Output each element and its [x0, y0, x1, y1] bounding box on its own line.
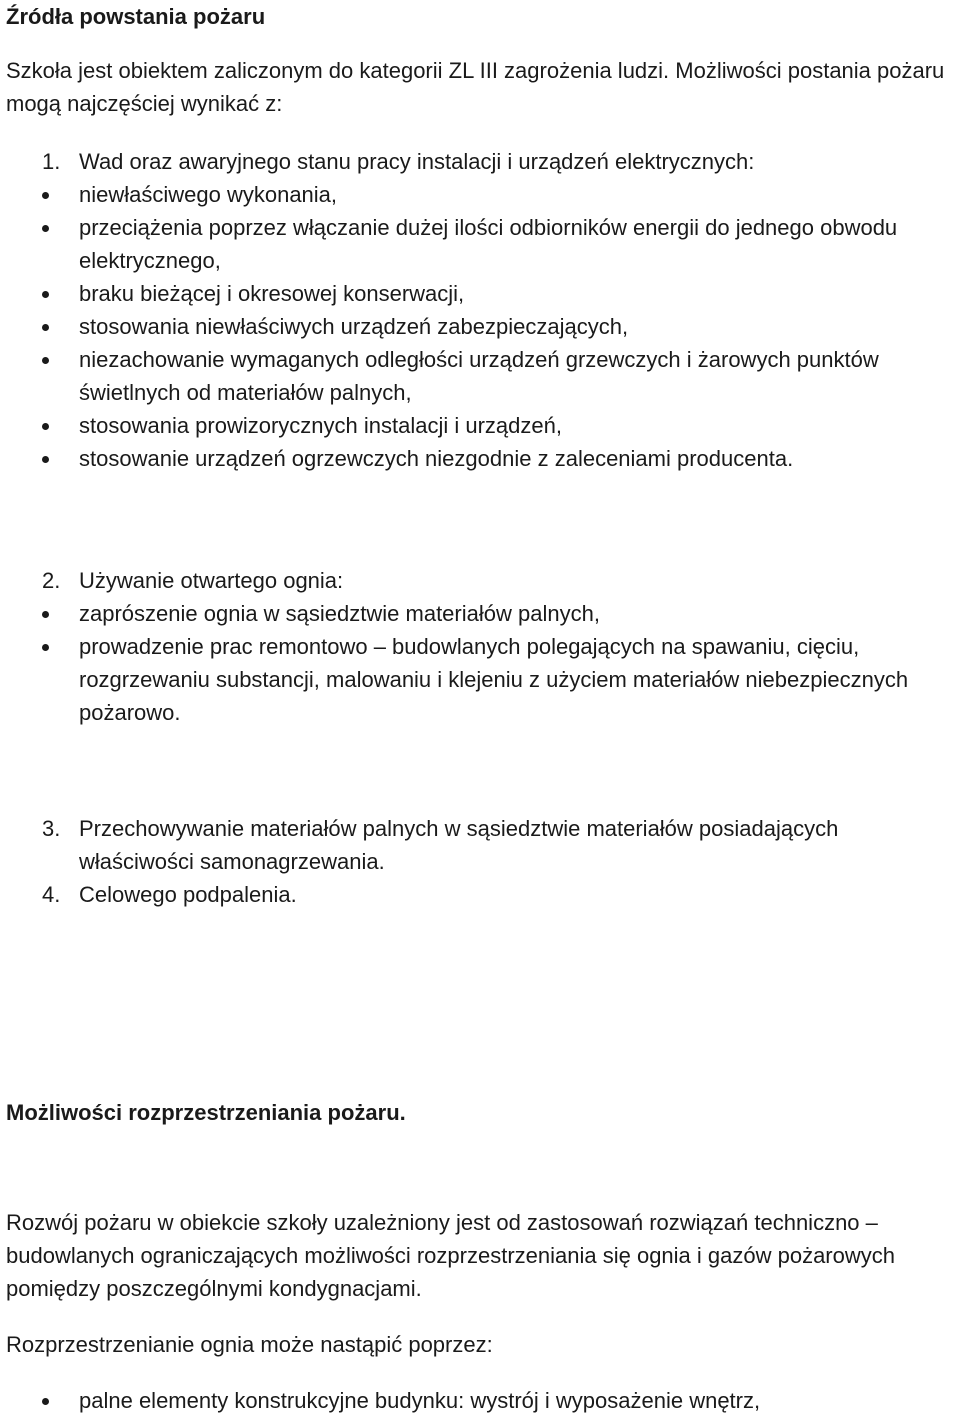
intro-paragraph: Szkoła jest obiektem zaliczonym do kategorii ZL III zagrożenia ludzi. Możliwości postania pożaru mogą najczęściej wynikać z: [6, 58, 945, 116]
cause-text-3: Przechowywanie materiałów palnych w sąsiedztwie materiałów posiadających właściwości samonagrzewania. [79, 816, 839, 874]
causes-list-2 [0, 564, 960, 729]
cause-number-3: 3. [42, 816, 61, 841]
bullet-text: braku bieżącej i okresowej konserwacji, [79, 281, 465, 306]
cause-text-2: Używanie otwartego ognia: [79, 568, 344, 593]
bullet-item [0, 211, 960, 277]
cause-text-4: Celowego podpalenia. [79, 882, 297, 907]
bullet-item [0, 442, 960, 475]
bullet-item [0, 277, 960, 310]
cause-text-1: Wad oraz awaryjnego stanu pracy instalacji i urządzeń elektrycznych: [79, 149, 755, 174]
bullet-item [0, 1384, 960, 1417]
bullet-text: stosowania prowizorycznych instalacji i urządzeń, [79, 413, 562, 438]
bullet-icon [42, 1398, 49, 1405]
bullet-icon [42, 456, 49, 463]
cause-item-2 [0, 564, 960, 597]
bullet-icon [42, 357, 49, 364]
bullet-item [0, 630, 960, 729]
causes-list-1 [0, 145, 960, 475]
bullet-icon [42, 611, 49, 618]
bullet-icon [42, 225, 49, 232]
bullet-text: niezachowanie wymaganych odległości urządzeń grzewczych i żarowych punktów świetlnych od materiałów palnych, [79, 347, 879, 405]
bullet-item [0, 343, 960, 409]
bullet-text: stosowanie urządzeń ogrzewczych niezgodnie z zaleceniami producenta. [79, 446, 794, 471]
cause-number-1: 1. [42, 149, 61, 174]
bullet-item [0, 597, 960, 630]
bullet-item [0, 178, 960, 211]
spread-paragraph: Rozwój pożaru w obiekcie szkoły uzależniony jest od zastosowań rozwiązań techniczno – budowlanych ograniczających możliwości rozprzestrzeniania się ognia i gazów pożarowych pomiędzy poszczególnymi kondygnacjami. [6, 1210, 895, 1301]
bullet-icon [42, 324, 49, 331]
bullet-icon [42, 423, 49, 430]
bullet-icon [42, 291, 49, 298]
section-heading-fire-sources: Źródła powstania pożaru [6, 4, 266, 29]
cause-number-2: 2. [42, 568, 61, 593]
bullet-text: palne elementy konstrukcyjne budynku: wystrój i wyposażenie wnętrz, [79, 1388, 761, 1413]
cause-item-1 [0, 145, 960, 178]
bullet-item [0, 310, 960, 343]
section-heading-fire-spread: Możliwości rozprzestrzeniania pożaru. [6, 1100, 406, 1125]
bullet-text: stosowania niewłaściwych urządzeń zabezpieczających, [79, 314, 629, 339]
bullet-text: zaprószenie ognia w sąsiedztwie materiałów palnych, [79, 601, 600, 626]
cause-item-3 [0, 812, 960, 878]
bullet-icon [42, 644, 49, 651]
bullet-text: przeciążenia poprzez włączanie dużej ilości odbiorników energii do jednego obwodu elektrycznego, [79, 215, 898, 273]
spread-list [0, 1384, 960, 1417]
cause-item-4 [0, 878, 960, 911]
causes-list-3 [0, 812, 960, 911]
spread-intro: Rozprzestrzenianie ognia może nastąpić poprzez: [6, 1332, 493, 1357]
bullet-item [0, 409, 960, 442]
bullet-text: niewłaściwego wykonania, [79, 182, 338, 207]
bullet-icon [42, 192, 49, 199]
cause-number-4: 4. [42, 882, 61, 907]
bullet-text: prowadzenie prac remontowo – budowlanych polegających na spawaniu, cięciu, rozgrzewaniu substancji, malowaniu i klejeniu z użyciem materiałów niebezpiecznych pożarowo. [79, 634, 909, 725]
